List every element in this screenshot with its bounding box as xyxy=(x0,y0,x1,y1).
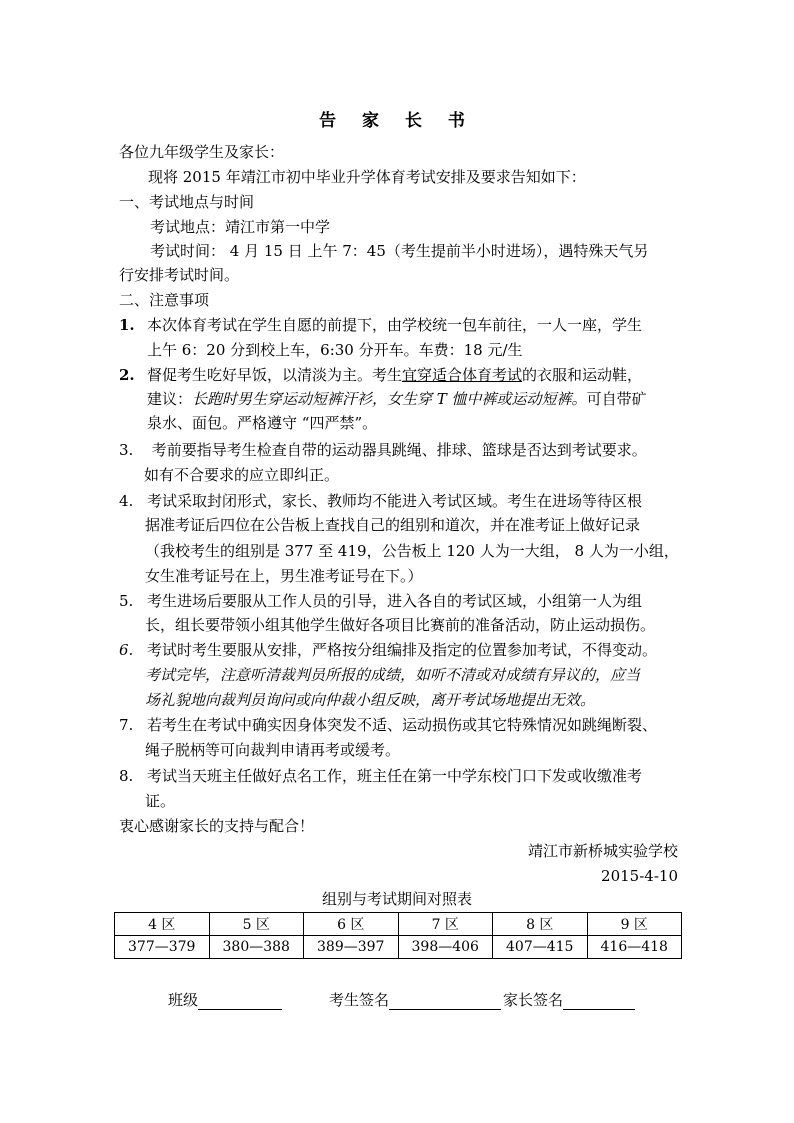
class-blank[interactable] xyxy=(198,993,282,1010)
range-cell: 416—418 xyxy=(587,936,682,959)
list-item-6 xyxy=(119,640,657,660)
item-4-line4: 女生准考证号在上，男生准考证号在下。） xyxy=(145,567,423,585)
class-field[interactable] xyxy=(168,990,282,1010)
page-title: 告 家 长 书 xyxy=(319,111,475,131)
zone-cell: 6 区 xyxy=(304,913,399,936)
item-2-line3: 泉水、面包。严格遵守 “四严禁”。 xyxy=(147,414,378,432)
signature-date: 2015-4-10 xyxy=(601,867,678,885)
item-number: 5. xyxy=(119,592,134,610)
item-2-line2 xyxy=(147,389,647,409)
exam-time-line2: 行安排考试时间。 xyxy=(119,266,240,284)
item-6-italic-line1: 考试完毕，注意听清裁判员所报的成绩，如听不清或对成绩有异议的，应当 xyxy=(145,666,641,684)
parent-signature-field[interactable] xyxy=(503,990,635,1010)
zone-cell: 4 区 xyxy=(115,913,210,936)
range-cell: 380—388 xyxy=(209,936,304,959)
italic-advice: 长跑时男生穿运动短裤汗衫，女生穿 T 恤中裤或运动短裤。 xyxy=(192,390,587,408)
table-row xyxy=(115,936,682,959)
salutation: 各位九年级学生及家长： xyxy=(119,143,285,161)
underlined-text: 宜穿适合体育考试 xyxy=(402,366,523,384)
item-text: 考生进场后要服从工作人员的引导，进入各自的考试区域，小组第一人为组 xyxy=(147,592,643,610)
item-4-line2: 据准考证后四位在公告板上查找自己的组别和道次，并在准考证上做好记录 xyxy=(145,516,641,534)
range-cell: 389—397 xyxy=(304,936,399,959)
item-text: 考试采取封闭形式，家长、教师均不能进入考试区域。考生在进场等待区根 xyxy=(147,492,643,510)
item-7-line2: 绳子脱柄等可向裁判申请再考或缓考。 xyxy=(145,741,401,759)
signature-school: 靖江市新桥城实验学校 xyxy=(527,842,678,860)
exam-time-line1: 考试时间： 4 月 15 日 上午 7：45（考生提前半小时进场），遇特殊天气另 xyxy=(150,242,649,260)
item-number: 3. xyxy=(119,441,134,459)
student-sign-blank[interactable] xyxy=(389,993,501,1010)
exam-location: 考试地点：靖江市第一中学 xyxy=(150,218,331,236)
zone-cell: 9 区 xyxy=(587,913,682,936)
range-cell: 407—415 xyxy=(493,936,588,959)
item-number: 8. xyxy=(119,767,134,785)
item-6-italic-line2: 场礼貌地向裁判员询问或向仲裁小组反映，离开考试场地提出无效。 xyxy=(145,691,596,709)
item-text: 本次体育考试在学生自愿的前提下，由学校统一包车前往，一人一座，学生 xyxy=(147,316,643,334)
item-1-line2: 上午 6：20 分到校上车，6:30 分开车。车费：18 元/生 xyxy=(147,341,523,359)
item-number: 1. xyxy=(119,316,135,334)
item-number: 4. xyxy=(119,492,134,510)
list-item-2 xyxy=(119,365,642,385)
item-text: 若考生在考试中确实因身体突发不适、运动损伤或其它特殊情况如跳绳断裂、 xyxy=(147,716,658,734)
item-3-line2: 如有不合要求的应立即纠正。 xyxy=(144,466,340,484)
section1-heading: 一、考试地点与时间 xyxy=(119,193,255,211)
item-text: 考试当天班主任做好点名工作，班主任在第一中学东校门口下发或收缴准考 xyxy=(147,767,643,785)
range-cell: 398—406 xyxy=(398,936,493,959)
item-text: 考试时考生要服从安排，严格按分组编排及指定的位置参加考试，不得变动。 xyxy=(147,641,658,659)
item-text: 考前要指导考生检查自带的运动器具跳绳、排球、篮球是否达到考试要求。 xyxy=(147,441,647,459)
range-cell: 377—379 xyxy=(115,936,210,959)
group-schedule-table xyxy=(114,912,682,959)
item-4-line3: （我校考生的组别是 377 至 419，公告板上 120 人为一大组， 8 人为一小组， xyxy=(145,542,679,560)
item-text: 的衣服和运动鞋， xyxy=(522,366,643,384)
closing-line: 衷心感谢家长的支持与配合！ xyxy=(119,817,315,835)
item-text: 督促考生吃好早饭，以清淡为主。考生 xyxy=(147,366,403,384)
student-sign-label: 考生签名 xyxy=(329,991,390,1009)
list-item-7 xyxy=(119,715,657,735)
student-signature-field[interactable] xyxy=(329,990,501,1010)
zone-cell: 7 区 xyxy=(398,913,493,936)
list-item-5 xyxy=(119,591,642,611)
intro-paragraph: 现将 2015 年靖江市初中毕业升学体育考试安排及要求告知如下： xyxy=(148,168,586,186)
table-header-row xyxy=(115,913,682,936)
item-number: 2. xyxy=(119,366,135,384)
class-label: 班级 xyxy=(168,991,199,1009)
parent-sign-label: 家长签名 xyxy=(503,991,564,1009)
parent-sign-blank[interactable] xyxy=(563,993,635,1010)
item-5-line2: 长，组长要带领小组其他学生做好各项目比赛前的准备活动，防止运动损伤。 xyxy=(145,616,656,634)
list-item-4 xyxy=(119,491,642,511)
zone-cell: 5 区 xyxy=(209,913,304,936)
item-text: 可自带矿 xyxy=(586,390,647,408)
item-text: 建议： xyxy=(147,390,193,408)
item-number: 7. xyxy=(119,716,134,734)
section2-heading: 二、注意事项 xyxy=(119,291,210,309)
zone-cell: 8 区 xyxy=(493,913,588,936)
item-8-line2: 证。 xyxy=(145,792,176,810)
item-number: 6. xyxy=(119,641,134,659)
list-item-1 xyxy=(119,315,642,335)
list-item-3 xyxy=(119,440,647,460)
list-item-8 xyxy=(119,766,642,786)
table-caption: 组别与考试期间对照表 xyxy=(321,890,472,908)
